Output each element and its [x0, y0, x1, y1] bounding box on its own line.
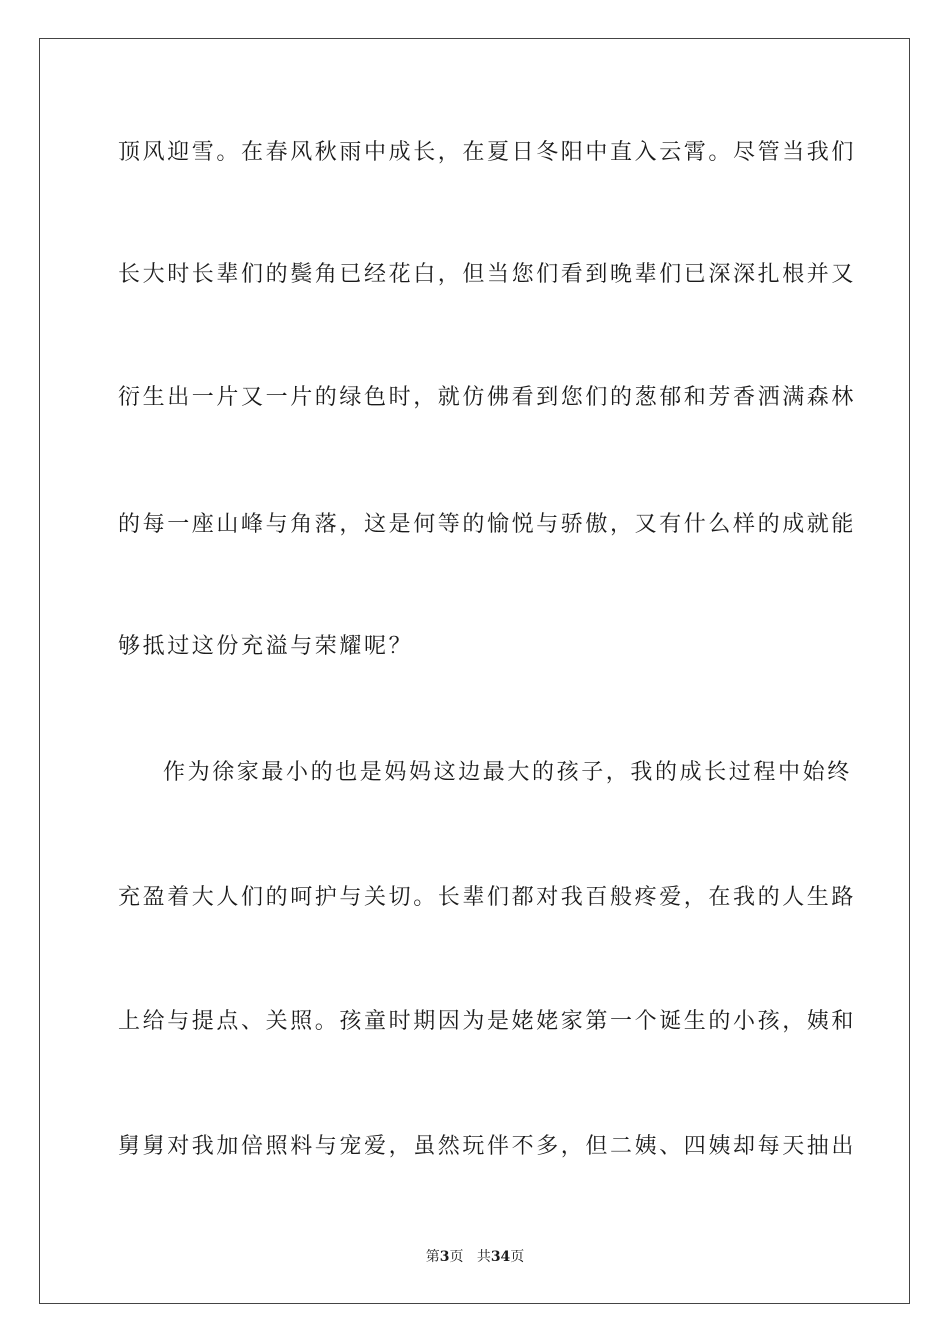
text-line: 衍生出一片又一片的绿色时，就仿佛看到您们的葱郁和芳香洒满森林	[118, 385, 857, 410]
text-line: 够抵过这份充溢与荣耀呢？	[118, 634, 414, 659]
text-line: 舅舅对我加倍照料与宠爱，虽然玩伴不多，但二姨、四姨却每天抽出	[118, 1134, 857, 1159]
text-line: 的每一座山峰与角落，这是何等的愉悦与骄傲，又有什么样的成就能	[118, 512, 857, 537]
page-number: 3	[439, 1249, 450, 1265]
total-pages: 34	[490, 1249, 511, 1265]
text-line: 充盈着大人们的呵护与关切。长辈们都对我百般疼爱，在我的人生路	[118, 885, 857, 910]
text-line: 长大时长辈们的鬓角已经花白，但当您们看到晚辈们已深深扎根并又	[118, 262, 857, 287]
text-line: 顶风迎雪。在春风秋雨中成长，在夏日冬阳中直入云霄。尽管当我们	[118, 140, 857, 165]
text-line: 上给与提点、关照。孩童时期因为是姥姥家第一个诞生的小孩，姨和	[118, 1009, 857, 1034]
page-border	[39, 38, 910, 1304]
text-line-indented: 作为徐家最小的也是妈妈这边最大的孩子，我的成长过程中始终	[163, 760, 852, 785]
page-footer	[0, 1248, 950, 1266]
total-prefix: 共	[476, 1249, 491, 1265]
total-suffix: 页	[510, 1249, 525, 1265]
page-prefix: 第	[425, 1249, 440, 1265]
page-suffix: 页	[449, 1249, 464, 1265]
